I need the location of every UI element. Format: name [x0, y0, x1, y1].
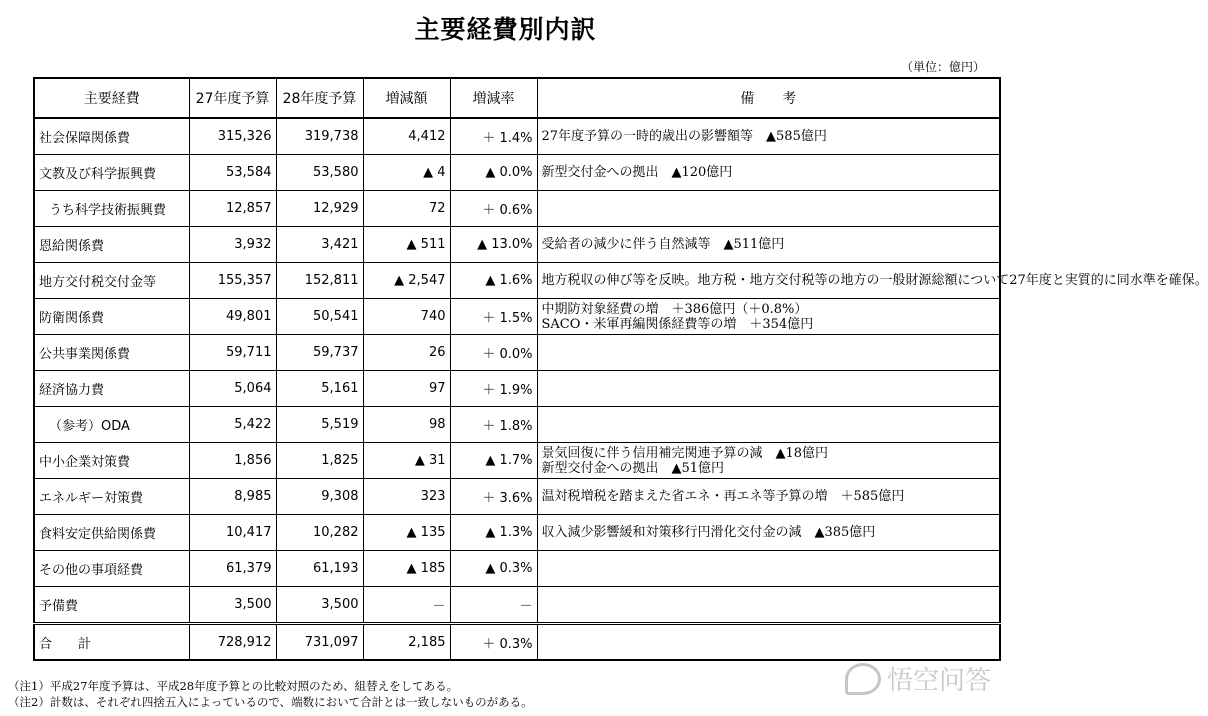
row-remarks — [537, 479, 1000, 515]
row-change-amount: ▲ 135 — [363, 515, 450, 551]
header-budget28: 28年度予算 — [276, 78, 363, 118]
row-b28: 3,421 — [276, 227, 363, 263]
row-change-rate: ▲ 0.3% — [450, 551, 537, 587]
row-b28: 50,541 — [276, 299, 363, 335]
row-b28: 152,811 — [276, 263, 363, 299]
row-b27: 5,422 — [189, 407, 276, 443]
row-change-amount: 97 — [363, 371, 450, 407]
header-change-rate: 増減率 — [450, 78, 537, 118]
row-b27: 1,856 — [189, 443, 276, 479]
row-change-rate: ▲ 1.3% — [450, 515, 537, 551]
row-b27: 12,857 — [189, 191, 276, 227]
row-b28: 61,193 — [276, 551, 363, 587]
row-b28: 319,738 — [276, 118, 363, 155]
row-remarks — [537, 335, 1000, 371]
row-item: 地方交付税交付金等 — [34, 263, 189, 299]
table-row — [34, 263, 1000, 299]
table-row — [34, 515, 1000, 551]
row-b27: 315,326 — [189, 118, 276, 155]
remark-line: 新型交付金への拠出 ▲51億円 — [541, 460, 725, 476]
row-b27: 59,711 — [189, 335, 276, 371]
row-remarks — [537, 299, 1000, 335]
row-change-amount: ▲ 4 — [363, 155, 450, 191]
row-remarks — [537, 118, 1000, 155]
row-change-amount: 26 — [363, 335, 450, 371]
remark-line: 地方税収の伸び等を反映。地方税・地方交付税等の地方の一般財源総額について27年度と実質的に同水準を確保。 — [541, 273, 1208, 288]
row-remarks — [537, 155, 1000, 191]
row-item: 文教及び科学振興費 — [34, 155, 189, 191]
row-item: うち科学技術振興費 — [34, 191, 189, 227]
row-item: 防衛関係費 — [34, 299, 189, 335]
row-change-amount: 323 — [363, 479, 450, 515]
row-b28: 1,825 — [276, 443, 363, 479]
table-row — [34, 551, 1000, 587]
row-item: 食料安定供給関係費 — [34, 515, 189, 551]
row-remarks — [537, 443, 1000, 479]
row-item: 予備費 — [34, 587, 189, 624]
row-b27: 49,801 — [189, 299, 276, 335]
row-change-rate: ＋ 0.0% — [450, 335, 537, 371]
row-remarks — [537, 515, 1000, 551]
row-change-amount: 4,412 — [363, 118, 450, 155]
row-change-rate: － — [450, 587, 537, 624]
row-change-rate: ▲ 13.0% — [450, 227, 537, 263]
row-change-amount: ▲ 31 — [363, 443, 450, 479]
table-row — [34, 227, 1000, 263]
header-budget27: 27年度予算 — [189, 78, 276, 118]
row-item: 中小企業対策費 — [34, 443, 189, 479]
row-change-amount: 72 — [363, 191, 450, 227]
header-remarks: 備 考 — [537, 78, 1000, 118]
row-change-rate: ＋ 0.6% — [450, 191, 537, 227]
row-b27: 10,417 — [189, 515, 276, 551]
table-row — [34, 587, 1000, 624]
table-header-row — [34, 78, 1000, 118]
remark-line: SACO・米軍再編関係経費等の増 ＋354億円 — [541, 316, 814, 332]
row-b27: 3,932 — [189, 227, 276, 263]
row-b27: 155,357 — [189, 263, 276, 299]
row-change-rate: ＋ 3.6% — [450, 479, 537, 515]
row-change-rate: ＋ 1.5% — [450, 299, 537, 335]
row-remarks — [537, 371, 1000, 407]
row-item: （参考）ODA — [34, 407, 189, 443]
row-change-rate: ▲ 1.6% — [450, 263, 537, 299]
watermark-text: 悟空问答 — [886, 666, 991, 696]
total-change-amount: 2,185 — [363, 624, 450, 661]
row-change-amount: ▲ 185 — [363, 551, 450, 587]
row-change-amount: 98 — [363, 407, 450, 443]
remark-line: 収入減少影響緩和対策移行円滑化交付金の減 ▲385億円 — [541, 525, 876, 540]
row-item: 社会保障関係費 — [34, 118, 189, 155]
budget-table — [33, 77, 1208, 661]
footnote-2: （注2）計数は、それぞれ四捨五入によっているので、端数において合計とは一致しないものがある。 — [8, 695, 533, 709]
row-change-rate: ▲ 0.0% — [450, 155, 537, 191]
row-item: その他の事項経費 — [34, 551, 189, 587]
row-change-amount: ▲ 2,547 — [363, 263, 450, 299]
table-row — [34, 299, 1000, 335]
row-remarks — [537, 587, 1000, 624]
row-remarks — [537, 407, 1000, 443]
row-remarks — [537, 263, 1208, 299]
row-b28: 9,308 — [276, 479, 363, 515]
row-b27: 5,064 — [189, 371, 276, 407]
row-b27: 61,379 — [189, 551, 276, 587]
row-b27: 3,500 — [189, 587, 276, 624]
total-change-rate: ＋ 0.3% — [450, 624, 537, 661]
total-row — [34, 624, 1000, 661]
remark-line: 受給者の減少に伴う自然減等 ▲511億円 — [541, 237, 785, 252]
row-change-amount: － — [363, 587, 450, 624]
row-item: 経済協力費 — [34, 371, 189, 407]
unit-label: （単位：億円） — [900, 60, 985, 74]
row-b28: 5,519 — [276, 407, 363, 443]
remark-line: 新型交付金への拠出 ▲120億円 — [541, 165, 733, 180]
row-b28: 59,737 — [276, 335, 363, 371]
row-b28: 53,580 — [276, 155, 363, 191]
table-row — [34, 407, 1000, 443]
row-b27: 53,584 — [189, 155, 276, 191]
row-b28: 10,282 — [276, 515, 363, 551]
total-b27: 728,912 — [189, 624, 276, 661]
row-b28: 5,161 — [276, 371, 363, 407]
remark-line: 景気回復に伴う信用補完関連予算の減 ▲18億円 — [541, 445, 829, 461]
watermark — [845, 660, 991, 697]
remark-line: 27年度予算の一時的歳出の影響額等 ▲585億円 — [541, 129, 827, 144]
row-change-rate: ▲ 1.7% — [450, 443, 537, 479]
table-row — [34, 479, 1000, 515]
total-b28: 731,097 — [276, 624, 363, 661]
row-change-rate: ＋ 1.8% — [450, 407, 537, 443]
row-change-rate: ＋ 1.4% — [450, 118, 537, 155]
table-row — [34, 155, 1000, 191]
row-remarks — [537, 551, 1000, 587]
total-label: 合 計 — [34, 624, 189, 661]
row-b28: 3,500 — [276, 587, 363, 624]
row-remarks — [537, 191, 1000, 227]
remark-line: 中期防対象経費の増 ＋386億円（＋0.8%） — [541, 301, 808, 317]
row-b28: 12,929 — [276, 191, 363, 227]
row-change-amount: 740 — [363, 299, 450, 335]
row-item: エネルギー対策費 — [34, 479, 189, 515]
table-row — [34, 371, 1000, 407]
footnote-1: （注1）平成27年度予算は、平成28年度予算との比較対照のため、組替えをしてある。 — [8, 679, 459, 693]
row-b27: 8,985 — [189, 479, 276, 515]
header-change-amount: 増減額 — [363, 78, 450, 118]
row-item: 公共事業関係費 — [34, 335, 189, 371]
header-item: 主要経費 — [34, 78, 189, 118]
table-row — [34, 191, 1000, 227]
table-row — [34, 335, 1000, 371]
row-change-amount: ▲ 511 — [363, 227, 450, 263]
table-row — [34, 118, 1000, 155]
table-row — [34, 443, 1000, 479]
footnotes — [8, 678, 533, 710]
row-change-rate: ＋ 1.9% — [450, 371, 537, 407]
remark-line: 温対税増税を踏まえた省エネ・再エネ等予算の増 ＋585億円 — [541, 489, 905, 504]
row-remarks — [537, 227, 1000, 263]
row-item: 恩給関係費 — [34, 227, 189, 263]
chat-bubble-icon — [845, 663, 881, 695]
page-title: 主要経費別内訳 — [414, 15, 597, 44]
total-remarks — [537, 624, 1000, 661]
